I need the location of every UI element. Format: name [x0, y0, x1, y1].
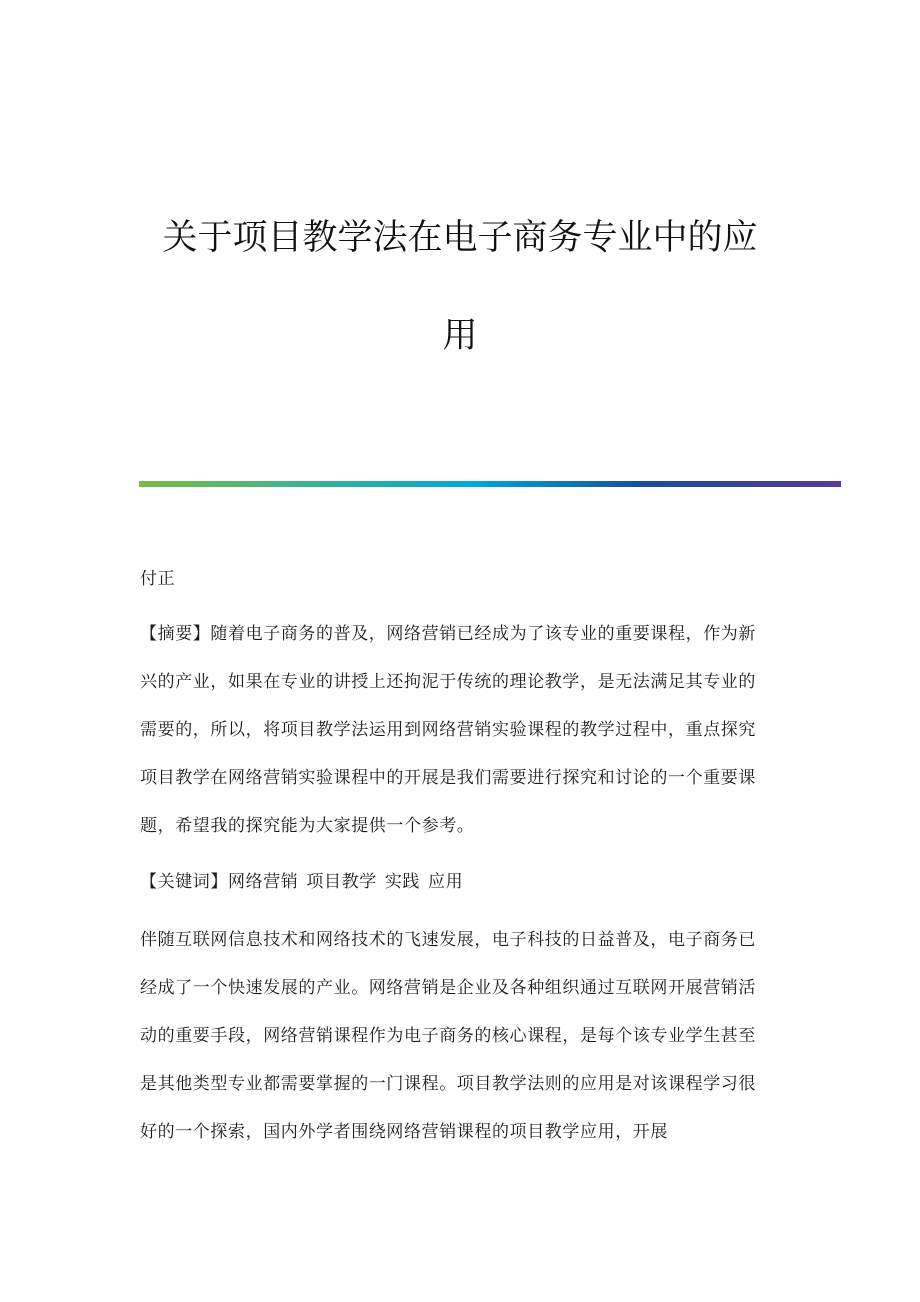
keyword-item: 实践	[384, 872, 421, 892]
abstract-text: 随着电子商务的普及，网络营销已经成为了该专业的重要课程，作为新兴的产业，如果在专业的讲授上还拘泥于传统的理论教学，是无法满足其专业的需要的，所以，将项目教学法运用到网络营销实验课程的教学过程中，重点探究项目教学在网络营销实验课程中的开展是我们需要进行探究和讨论的一个重要课题，希望我的探究能为大家提供一个参考。	[140, 624, 757, 836]
abstract-label: 【摘要】	[140, 624, 211, 644]
author-name: 付正	[140, 569, 176, 589]
keyword-item: 网络营销	[228, 872, 299, 892]
document-title-line-2: 用	[442, 316, 478, 356]
keywords-label: 【关键词】	[140, 872, 228, 892]
keywords-paragraph	[140, 858, 770, 906]
abstract-paragraph	[140, 610, 770, 850]
keyword-item: 项目教学	[306, 872, 377, 892]
body-paragraph: 伴随互联网信息技术和网络技术的飞速发展，电子科技的日益普及，电子商务已经成了一个快速发展的产业。网络营销是企业及各种组织通过互联网开展营销活动的重要手段，网络营销课程作为电子商务的核心课程，是每个该专业学生甚至是其他类型专业都需要掌握的一门课程。项目教学法则的应用是对该课程学习很好的一个探索，国内外学者围绕网络营销课程的项目教学应用，开展	[140, 930, 756, 1142]
keyword-item: 应用	[428, 872, 464, 892]
document-title-line-1: 关于项目教学法在电子商务专业中的应	[162, 218, 758, 258]
gradient-divider	[139, 481, 841, 487]
